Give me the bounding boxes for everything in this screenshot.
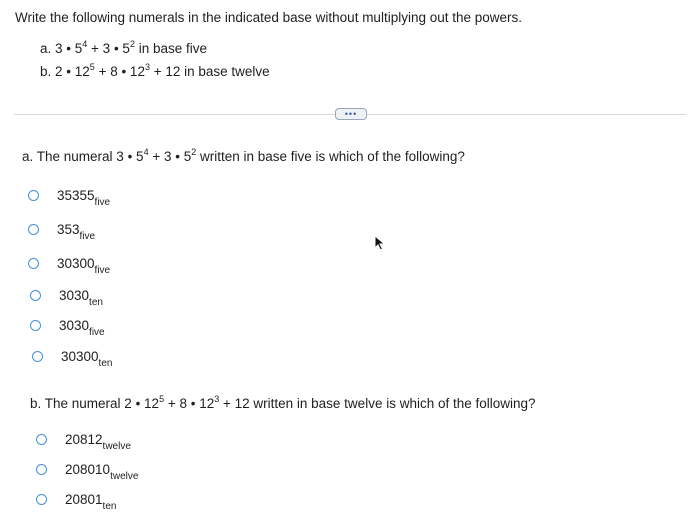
radio-button[interactable] xyxy=(28,224,39,235)
exponent: 4 xyxy=(143,147,149,157)
option-label: $30300_{ten}$ xyxy=(61,349,113,369)
question-a-prompt xyxy=(22,149,465,164)
item-letter: a. xyxy=(40,41,52,56)
option-a-2[interactable] xyxy=(28,222,96,242)
item-expression-part: + 8 • 12 xyxy=(94,64,145,79)
option-a-6[interactable] xyxy=(32,349,113,369)
question-text: + 3 • 5 xyxy=(148,149,192,164)
item-expression-part: in base five xyxy=(134,41,207,56)
question-b-prompt xyxy=(30,396,536,411)
radio-button[interactable] xyxy=(36,494,47,505)
exponent: 3 xyxy=(144,62,150,72)
radio-button[interactable] xyxy=(36,434,47,445)
option-label: $30300_{five}$ xyxy=(57,256,111,276)
option-label: $35355_{five}$ xyxy=(57,188,111,208)
exponent: 4 xyxy=(82,39,88,49)
mouse-pointer-icon xyxy=(374,235,386,251)
option-a-4[interactable] xyxy=(30,288,103,308)
instructions-text: Write the following numerals in the indicated base without multiplying out the powers. xyxy=(15,10,523,25)
item-expression-part: 3 • 5 xyxy=(55,41,83,56)
option-a-5[interactable] xyxy=(30,318,105,338)
item-expression-part: 2 • 12 xyxy=(55,64,90,79)
item-expression-part: + 3 • 5 xyxy=(87,41,130,56)
option-a-1[interactable] xyxy=(28,188,111,208)
question-text: The numeral 3 • 5 xyxy=(33,149,144,164)
option-label: $20801_{ten}$ xyxy=(65,492,117,512)
radio-button[interactable] xyxy=(32,351,43,362)
exponent: 3 xyxy=(214,394,220,404)
radio-button[interactable] xyxy=(28,258,39,269)
option-label: $353_{five}$ xyxy=(57,222,96,242)
option-a-3[interactable] xyxy=(28,256,111,276)
radio-button[interactable] xyxy=(36,464,47,475)
question-text: + 8 • 12 xyxy=(164,396,215,411)
option-label: $20812_{twelve}$ xyxy=(65,432,131,452)
exponent: 2 xyxy=(129,39,135,49)
item-b xyxy=(40,64,270,79)
question-text: + 12 written in base twelve is which of the following? xyxy=(219,396,536,411)
option-label: $3030_{five}$ xyxy=(59,318,105,338)
exponent: 5 xyxy=(89,62,95,72)
item-letter: b. xyxy=(40,64,52,79)
radio-button[interactable] xyxy=(30,320,41,331)
item-a xyxy=(40,41,207,56)
question-text: The numeral 2 • 12 xyxy=(41,396,160,411)
exponent: 2 xyxy=(191,147,197,157)
expand-more-button[interactable]: ••• xyxy=(335,108,367,120)
question-letter: a. xyxy=(22,149,34,164)
option-b-1[interactable] xyxy=(36,432,131,452)
option-b-2[interactable] xyxy=(36,462,139,482)
option-label: $208010_{twelve}$ xyxy=(65,462,139,482)
question-text: written in base five is which of the following? xyxy=(196,149,465,164)
question-letter: b. xyxy=(30,396,42,411)
option-label: $3030_{ten}$ xyxy=(59,288,103,308)
option-b-3[interactable] xyxy=(36,492,117,512)
exponent: 5 xyxy=(159,394,165,404)
item-expression-part: + 12 in base twelve xyxy=(149,64,270,79)
radio-button[interactable] xyxy=(30,290,41,301)
radio-button[interactable] xyxy=(28,190,39,201)
